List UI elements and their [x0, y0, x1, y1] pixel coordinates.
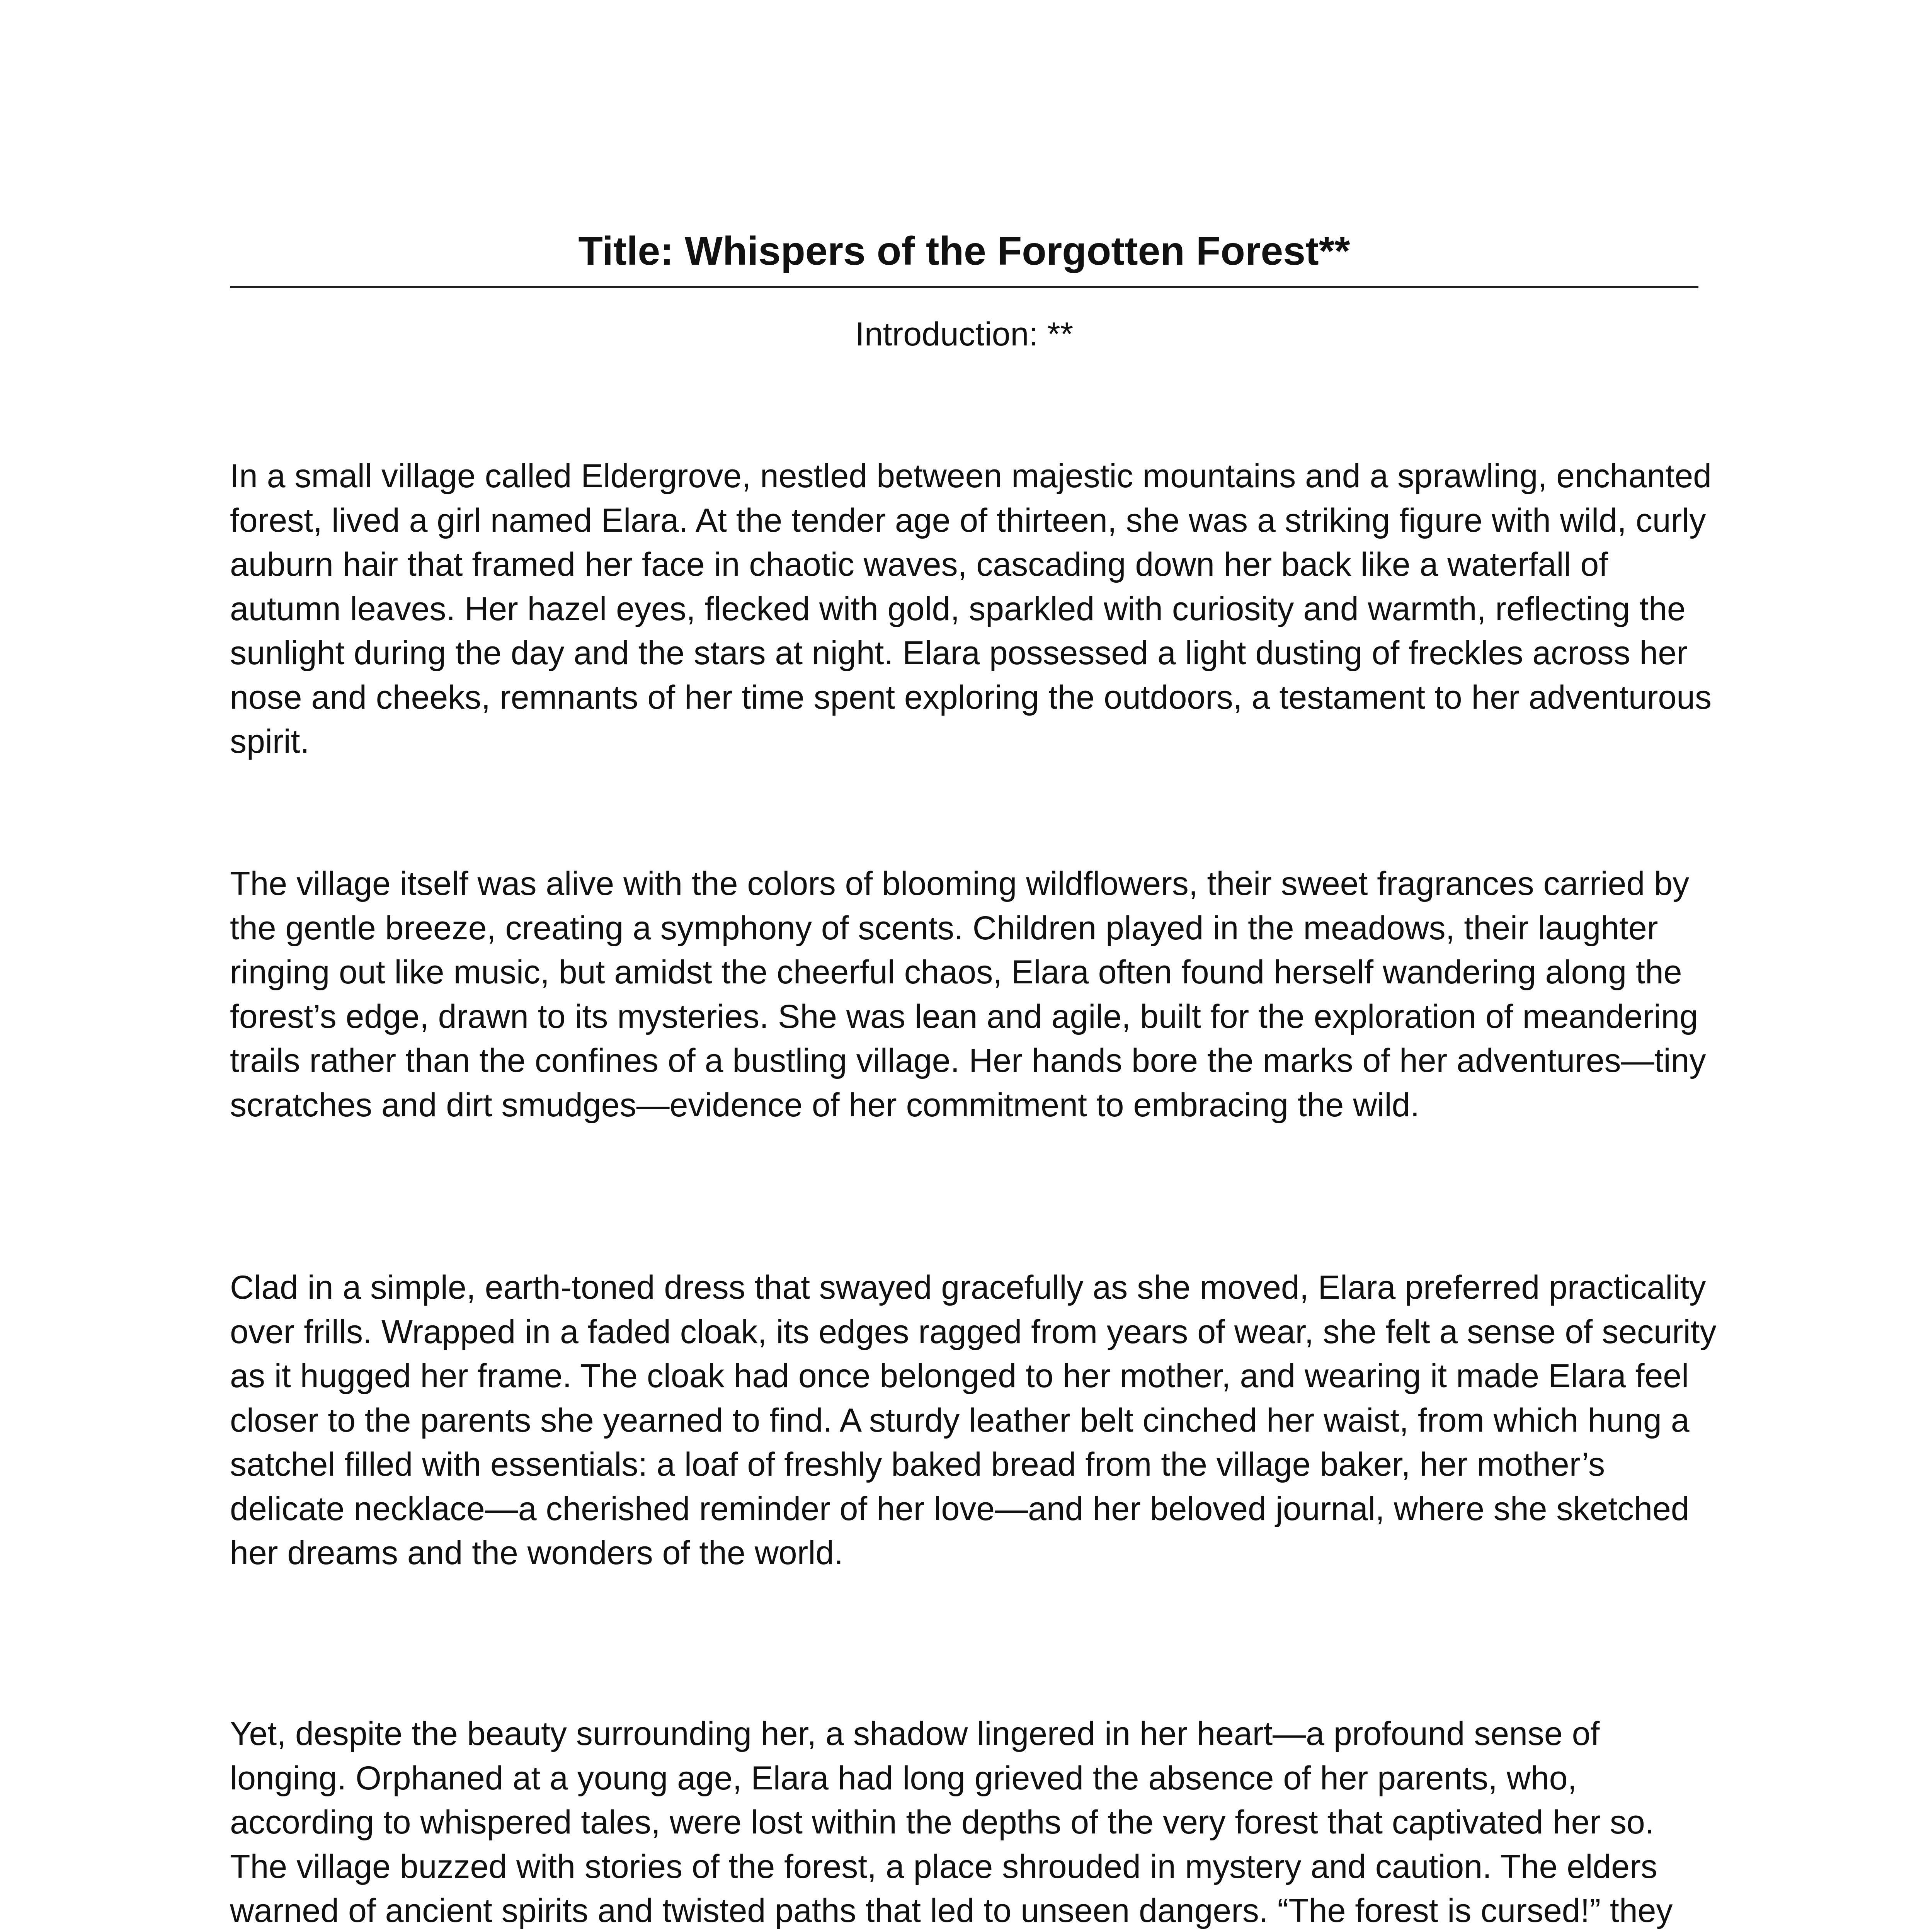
paragraph-1: In a small village called Eldergrove, nestled between majestic mountains and a sprawling, enchanted forest, lived a girl named Elara. At the tender age of thirteen, she was a striking figure with wild, curly auburn hair that framed her face in chaotic waves, cascading down her back like a waterfall of autumn leaves. Her hazel eyes, flecked with gold, sparkled with curiosity and warmth, reflecting the sunlight during the day and the stars at night. Elara possessed a light dusting of freckles across her nose and cheeks, remnants of her time spent exploring the outdoors, a testament to her adventurous spirit.	[230, 457, 1712, 760]
document-title: Title: Whispers of the Forgotten Forest**	[578, 229, 1350, 274]
paragraph-4: Yet, despite the beauty surrounding her, a shadow lingered in her heart—a profound sense of longing. Orphaned at a young age, Elara had long grieved the absence of her parents, who, according to whispered tales, were lost within the depths of the very forest that captivated her so. The village buzzed with stories of the forest, a place shrouded in mystery and caution. The elders warned of ancient spirits and twisted paths that led to unseen dangers. “The forest is cursed!” they	[230, 1715, 1673, 1929]
document-subtitle: Introduction: **	[855, 316, 1074, 353]
paragraph-3: Clad in a simple, earth-toned dress that swayed gracefully as she moved, Elara preferred practicality over frills. Wrapped in a faded cloak, its edges ragged from years of wear, she felt a sense of security as it hugged her frame. The cloak had once belonged to her mother, and wearing it made Elara feel closer to the parents she yearned to find. A sturdy leather belt cinched her waist, from which hung a satchel filled with essentials: a loaf of freshly baked bread from the village baker, her mother’s delicate necklace—a cherished reminder of her love—and her beloved journal, where she sketched her dreams and the wonders of the world.	[230, 1269, 1717, 1571]
paragraph-2: The village itself was alive with the colors of blooming wildflowers, their sweet fragrances carried by the gentle breeze, creating a symphony of scents. Children played in the meadows, their laughter ringing out like music, but amidst the cheerful chaos, Elara often found herself wandering along the forest’s edge, drawn to its mysteries. She was lean and agile, built for the exploration of meandering trails rather than the confines of a bustling village. Her hands bore the marks of her adventures—tiny scratches and dirt smudges—evidence of her commitment to embracing the wild.	[230, 865, 1706, 1124]
title-divider	[230, 286, 1698, 288]
